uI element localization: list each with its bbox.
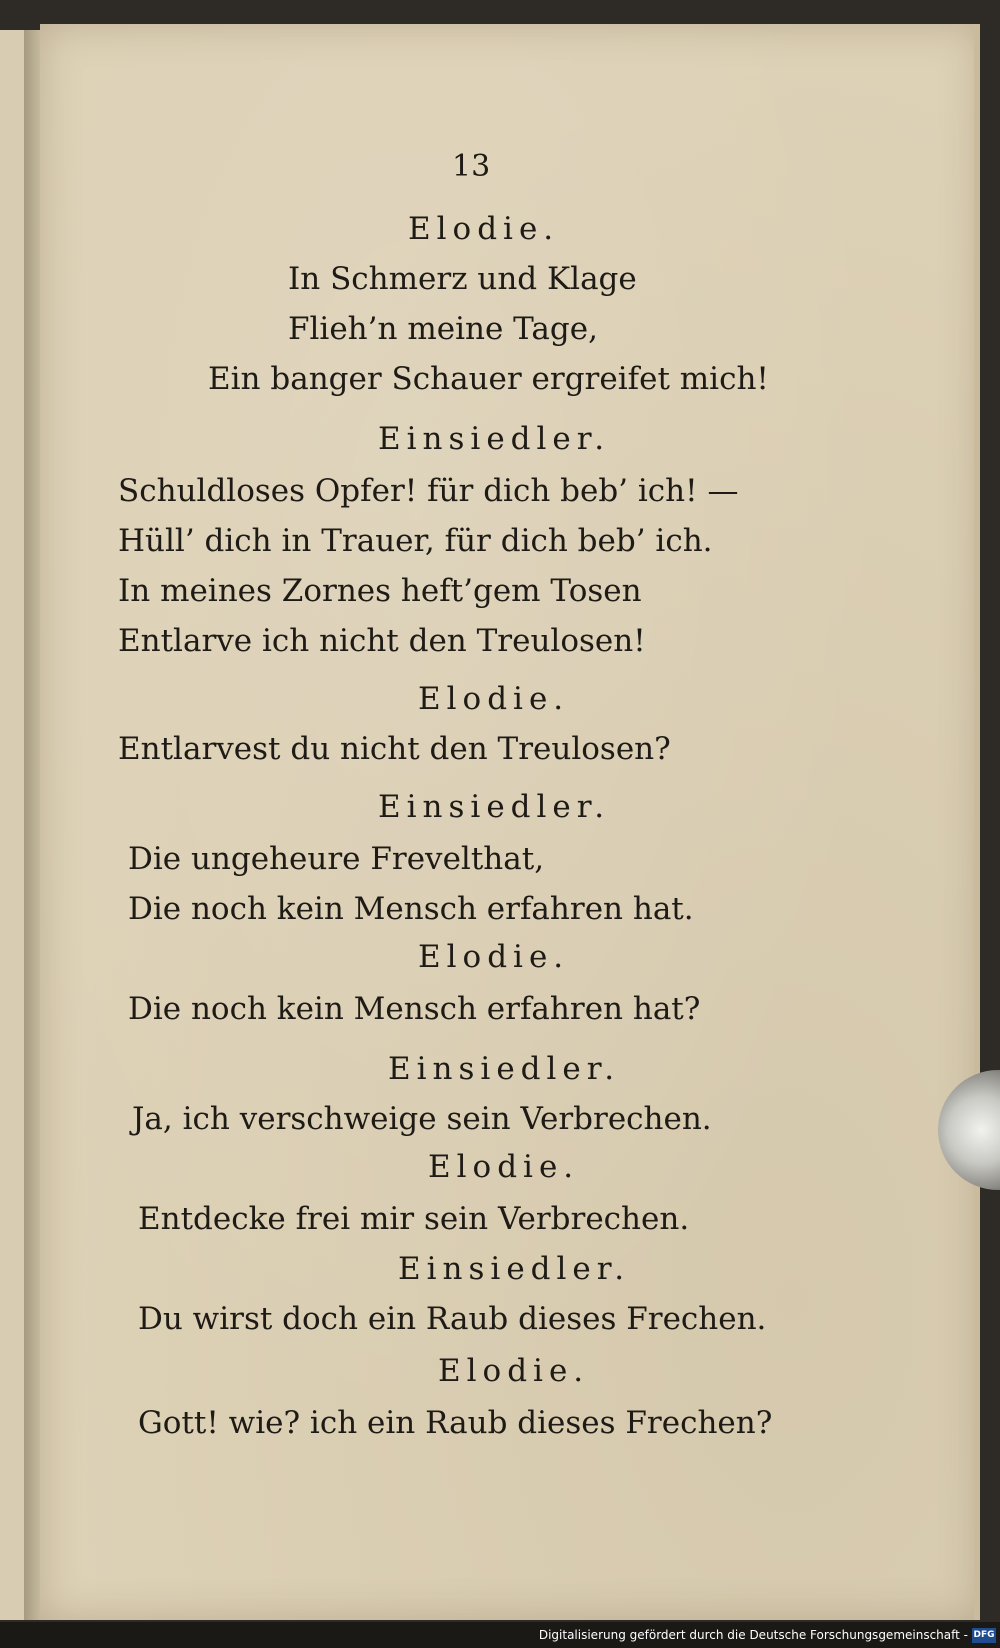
verse-line: Schuldloses Opfer! für dich beb’ ich! —	[118, 473, 739, 509]
verse-line: Hüll’ dich in Trauer, für dich beb’ ich.	[118, 523, 713, 559]
book-page	[40, 24, 980, 1620]
speaker-heading: Elodie.	[418, 939, 570, 975]
verse-line: Entlarvest du nicht den Treulosen?	[118, 731, 671, 767]
verse-line: Entlarve ich nicht den Treulosen!	[118, 623, 646, 659]
speaker-heading: Einsiedler.	[388, 1051, 621, 1087]
verse-line: Ein banger Schauer ergreifet mich!	[208, 361, 769, 397]
page-number: 13	[452, 149, 491, 184]
verse-line: In Schmerz und Klage	[288, 261, 637, 297]
verse-line: Gott! wie? ich ein Raub dieses Frechen?	[138, 1405, 773, 1441]
speaker-heading: Elodie.	[408, 211, 560, 247]
speaker-heading: Elodie.	[428, 1149, 580, 1185]
verse-line: Entdecke frei mir sein Verbrechen.	[138, 1201, 690, 1237]
verse-line: Du wirst doch ein Raub dieses Frechen.	[138, 1301, 767, 1337]
verse-line: Die ungeheure Frevelthat,	[128, 841, 545, 877]
verse-line: Flieh’n meine Tage,	[288, 311, 598, 347]
footer-credit: Digitalisierung gefördert durch die Deutsche Forschungsgemeinschaft -	[538, 1628, 968, 1642]
dfg-logo: DFG	[972, 1628, 996, 1643]
verse-line: Die noch kein Mensch erfahren hat.	[128, 891, 694, 927]
digitization-footer	[0, 1622, 1000, 1648]
speaker-heading: Einsiedler.	[378, 789, 611, 825]
speaker-heading: Einsiedler.	[378, 421, 611, 457]
verse-line: In meines Zornes heft’gem Tosen	[118, 573, 642, 609]
speaker-heading: Elodie.	[418, 681, 570, 717]
page-text	[40, 24, 980, 1620]
verse-line: Die noch kein Mensch erfahren hat?	[128, 991, 701, 1027]
speaker-heading: Elodie.	[438, 1353, 590, 1389]
verse-line: Ja, ich verschweige sein Verbrechen.	[132, 1101, 712, 1137]
speaker-heading: Einsiedler.	[398, 1251, 631, 1287]
